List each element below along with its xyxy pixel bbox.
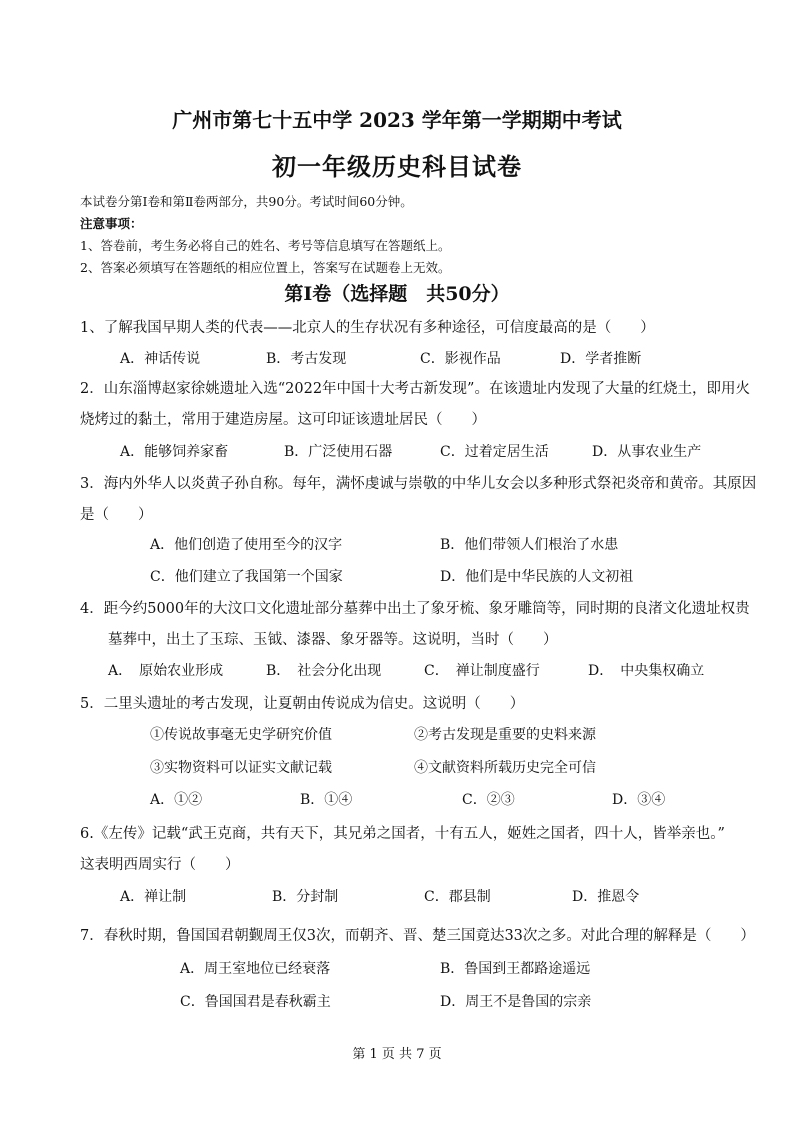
q5-statement-3: ③实物资料可以证实文献记载 (150, 760, 332, 776)
q4-option-a: A． 原始农业形成 (108, 663, 224, 679)
q3-option-b: B．他们带领人们根治了水患 (440, 537, 619, 553)
question-6-stem-line-1: 6.《左传》记载“武王克商，共有天下，其兄弟之国者，十有五人，姬姓之国者，四十人，皆举亲也。” (80, 826, 725, 842)
notes-heading: 注意事项： (80, 216, 143, 231)
exam-subtitle: 初一年级历史科目试卷 (272, 152, 522, 181)
question-1-stem: 1、了解我国早期人类的代表——北京人的生存状况有多种途径，可信度最高的是（ ） (80, 320, 655, 336)
q2-option-c: C．过着定居生活 (440, 444, 549, 460)
q3-option-d: D．他们是中华民族的人文初祖 (440, 569, 634, 585)
question-3-stem-line-2: 是（ ） (80, 507, 153, 523)
question-3-stem-line-1: 3．海内外华人以炎黄子孙自称。每年，满怀虔诚与崇敬的中华儿女会以多种形式祭祀炎帝和黄帝。其原因 (80, 476, 757, 492)
q2-option-b: B．广泛使用石器 (284, 444, 393, 460)
q1-option-d: D．学者推断 (560, 351, 642, 367)
q5-statement-2: ②考古发现是重要的史料来源 (414, 727, 596, 743)
q2-option-d: D．从事农业生产 (592, 444, 702, 460)
question-4-stem-line-1: 4．距今约5000年的大汶口文化遗址部分墓葬中出土了象牙梳、象牙雕筒等，同时期的良渚文化遗址权贵 (80, 601, 750, 617)
q3-option-c: C．他们建立了我国第一个国家 (150, 569, 343, 585)
q5-statement-1: ①传说故事毫无史学研究价值 (150, 727, 332, 743)
question-6-stem-line-2: 这表明西周实行（ ） (80, 857, 240, 873)
q7-option-b: B．鲁国到王都路途遥远 (440, 961, 591, 977)
q4-option-b: B． 社会分化出现 (266, 663, 382, 679)
q6-option-a: A．禅让制 (120, 889, 187, 905)
notes-intro: 本试卷分第Ⅰ卷和第Ⅱ卷两部分，共90分。考试时间60分钟。 (80, 194, 413, 209)
q6-option-c: C．郡县制 (424, 889, 491, 905)
exam-title: 广州市第七十五中学 2023 学年第一学期期中考试 (172, 108, 622, 132)
q1-option-c: C．影视作品 (420, 351, 501, 367)
question-2-stem-line-1: 2．山东淄博赵家徐姚遗址入选“2022年中国十大考古新发现”。在该遗址内发现了大量的红烧土，即用火 (80, 381, 750, 397)
question-4-stem-line-2: 墓葬中，出土了玉琮、玉钺、漆器、象牙器等。这说明，当时（ ） (108, 632, 558, 648)
q5-option-a: A．①② (150, 792, 203, 808)
q7-option-d: D．周王不是鲁国的宗亲 (440, 994, 592, 1010)
notes-item-2: 2、答案必须填写在答题纸的相应位置上，答案写在试题卷上无效。 (80, 260, 451, 275)
q7-option-a: A．周王室地位已经衰落 (180, 961, 331, 977)
section-title: 第Ⅰ卷（选择题 共50分） (284, 283, 510, 305)
page-footer: 第 1 页 共 7 页 (352, 1047, 442, 1062)
q5-option-d: D．③④ (612, 792, 666, 808)
question-7-stem: 7．春秋时期，鲁国国君朝觐周王仅3次，而朝齐、晋、楚三国竟达33次之多。对此合理的解释是（ ） (80, 928, 755, 944)
q3-option-a: A．他们创造了使用至今的汉字 (150, 537, 343, 553)
q4-option-c: C． 禅让制度盛行 (424, 663, 540, 679)
notes-item-1: 1、答卷前，考生务必将自己的姓名、考号等信息填写在答题纸上。 (80, 238, 451, 253)
q6-option-d: D．推恩令 (572, 889, 640, 905)
q5-statement-4: ④文献资料所载历史完全可信 (414, 760, 596, 776)
q5-option-b: B．①④ (300, 792, 353, 808)
q1-option-a: A．神话传说 (120, 351, 201, 367)
q7-option-c: C．鲁国国君是春秋霸主 (180, 994, 331, 1010)
question-2-stem-line-2: 烧烤过的黏土，常用于建造房屋。这可印证该遗址居民（ ） (80, 412, 486, 428)
question-5-stem: 5．二里头遗址的考古发现，让夏朝由传说成为信史。这说明（ ） (80, 696, 525, 712)
q4-option-d: D． 中央集权确立 (588, 663, 705, 679)
q5-option-c: C．②③ (462, 792, 515, 808)
q2-option-a: A．能够饲养家畜 (120, 444, 229, 460)
q6-option-b: B．分封制 (272, 889, 339, 905)
q1-option-b: B．考古发现 (266, 351, 347, 367)
